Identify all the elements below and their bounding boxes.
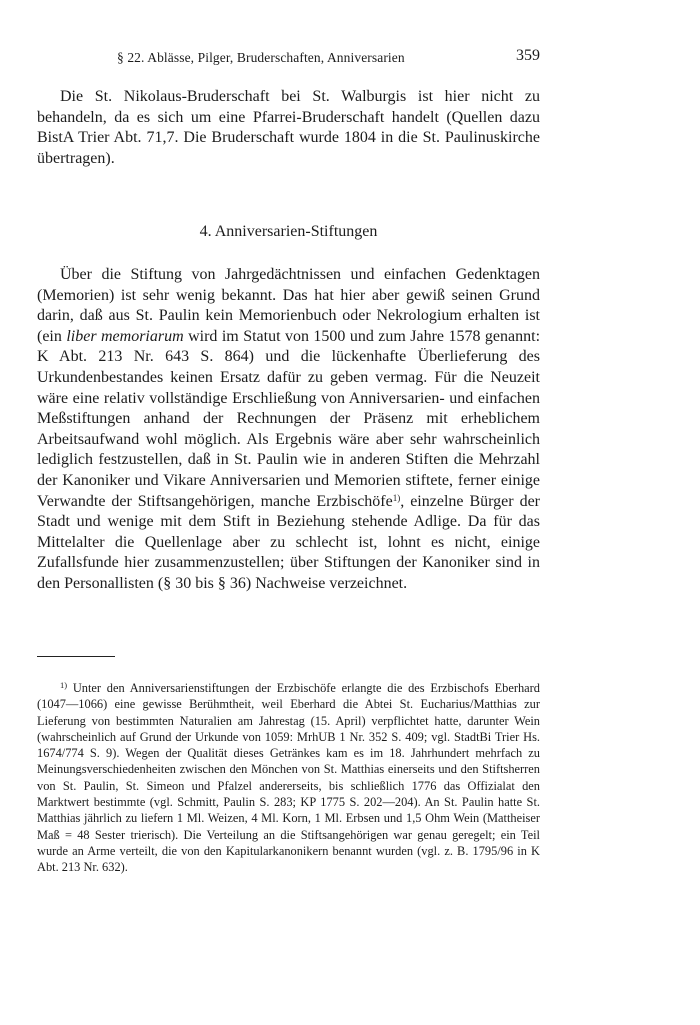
running-head-title: § 22. Ablässe, Pilger, Bruderschaften, Anniversarien bbox=[117, 50, 405, 65]
footnote-reference[interactable]: 1) bbox=[392, 492, 401, 503]
footnote-paragraph bbox=[37, 680, 540, 876]
footnote-block bbox=[37, 680, 540, 876]
latin-term: liber memoriarum bbox=[66, 327, 184, 345]
main-text-part-1: Über die Stiftung von Jahrgedächtnissen und einfachen Gedenktagen (Memorien) ist sehr wenig bekannt. Das hat hier aber gewiß seinen Grund darin, daß aus St. Paulin kein Memorienbuch oder Nekrologium erhalten ist (ein bbox=[37, 266, 540, 345]
main-text-part-2: wird im Statut von 1500 und zum Jahre 1578 genannt: K Abt. 213 Nr. 643 S. 864) und die lückenhafte Überlieferung des Urkundenbestandes keinen Ersatz dafür zu geben vermag. Für die Neuzeit wäre eine relativ vollständige Erschließung von Anniversarien- und einfachen Meßstiftungen anhand der Rechnungen der Präsenz mit erheblichem Arbeitsaufwand wohl möglich. Als Ergebnis wäre aber sehr wahrscheinlich lediglich festzustellen, daß in St. Paulin wie in anderen Stiften die Mehrzahl der Kanoniker und Vikare Anniversarien und Memorien stiftete, ferner einige Verwandte der Stiftsangehörigen, manche Erzbischöfe bbox=[37, 327, 541, 510]
footnote-marker: 1) bbox=[60, 680, 68, 690]
main-paragraph bbox=[37, 265, 540, 595]
footnote-divider bbox=[37, 656, 115, 657]
intro-paragraph-block bbox=[37, 87, 540, 169]
section-heading: 4. Anniversarien-Stiftungen bbox=[199, 223, 378, 240]
main-paragraph-block bbox=[37, 265, 540, 595]
running-head bbox=[37, 47, 540, 69]
footnote-text: Unter den Anniversarienstiftungen der Erzbischöfe erlangte die des Erzbischofs Eberhard (1047—1066) eine gewisse Berühmtheit, weil Eberhard die Abtei St. Eucharius/Matthias zur Lieferung von bestimmten Naturalien am Jahrestag (15. April) verpflichtet hatte, darunter Wein (wahrscheinlich auf Grund der Urkunde von 1059: MrhUB 1 Nr. 352 S. 409; vgl. StadtBi Trier Hs. 1674/774 S. 9). Wegen der Qualität dieses Getränkes kam es im 18. Jahrhundert mehrfach zu Meinungsverschiedenheiten zwischen den Mönchen von St. Matthias einerseits und den Stiftsherren von St. Paulin, St. Simeon und Pfalzel andererseits, bis schließlich 1776 das Offizialat den Marktwert bestimmte (vgl. Schmitt, Paulin S. 283; KP 1775 S. 202—204). An St. Paulin hatte St. Matthias jährlich zu liefern 1 Ml. Weizen, 4 Ml. Korn, 1 Ml. Erbsen und 1,5 Ohm Wein (Mattheiser Maß = 48 Sester trierisch). Die Verteilung an die Stiftsangehörigen war genau geregelt; ein Teil wurde an Arme verteilt, die von den Kapitularkanonikern benannt wurden (vgl. z. B. 1795/96 in K Abt. 213 Nr. 632). bbox=[37, 681, 540, 875]
page-number: 359 bbox=[516, 47, 540, 64]
main-text-part-3: , einzelne Bürger der Stadt und wenige mit dem Stift in Beziehung stehende Adlige. Da für das Mittelalter die Quellenlage aber zu schlecht ist, lohnt es nicht, einige Zufallsfunde hier zusammenzustellen; über Stiftungen der Kanoniker sind in den Personallisten (§ 30 bis § 36) Nachweise verzeichnet. bbox=[37, 492, 540, 592]
intro-paragraph: Die St. Nikolaus-Bruderschaft bei St. Walburgis ist hier nicht zu behandeln, da es sich um eine Pfarrei-Bruderschaft handelt (Quellen dazu BistA Trier Abt. 71,7. Die Bruderschaft wurde 1804 in die St. Paulinuskirche übertragen). bbox=[37, 88, 540, 167]
